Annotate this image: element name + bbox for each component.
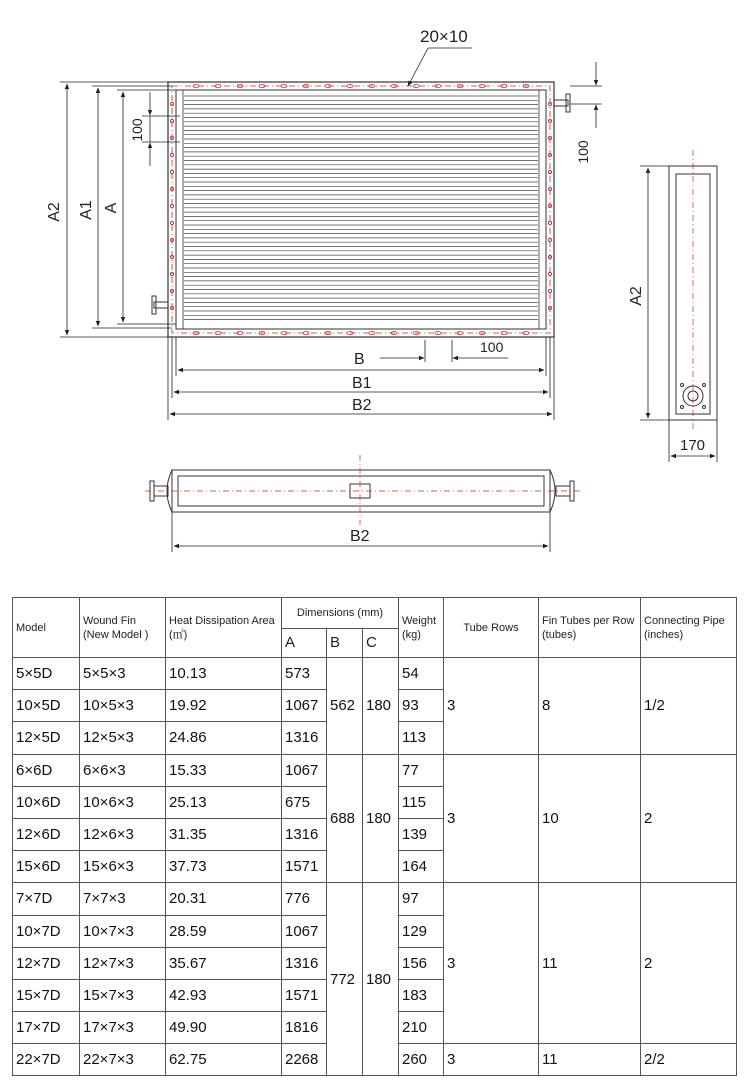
cell-model: 15×6D [13,851,80,883]
cell-heat-area: 25.13 [166,786,282,818]
cell-wound-fin: 10×7×3 [80,915,166,947]
mounting-hole [548,289,551,292]
header-dim-c: C [363,629,399,658]
cell-heat-area: 37.73 [166,851,282,883]
cell-heat-area: 35.67 [166,947,282,979]
cell-model: 12×5D [13,722,80,754]
cell-heat-area: 31.35 [166,818,282,850]
header-heat-area: Heat Dissipation Area (㎡) [166,598,282,658]
cell-wound-fin: 6×6×3 [80,754,166,786]
cell-model: 12×6D [13,818,80,850]
mounting-hole [170,170,173,173]
cell-dim-a: 1067 [282,690,327,722]
mounting-hole [548,272,551,275]
mounting-hole [548,221,551,224]
cell-fin-tubes: 10 [539,754,641,883]
cell-weight: 260 [399,1044,444,1076]
side-a2-label: A2 [628,286,645,306]
cell-dim-b: 772 [327,883,363,1076]
cell-dim-b: 688 [327,754,363,883]
dim-b1-label: B1 [352,375,372,392]
cell-weight: 210 [399,1012,444,1044]
header-dimensions: Dimensions (mm) [282,598,399,629]
cell-wound-fin: 7×7×3 [80,883,166,915]
side-view [640,150,717,462]
cell-wound-fin: 10×5×3 [80,690,166,722]
table-row [13,658,737,690]
mounting-hole [548,238,551,241]
cell-model: 10×7D [13,915,80,947]
cell-wound-fin: 12×5×3 [80,722,166,754]
cell-heat-area: 49.90 [166,1012,282,1044]
cell-dim-a: 1316 [282,818,327,850]
header-wound-fin: Wound Fin (New Model ) [80,598,166,658]
cell-wound-fin: 10×6×3 [80,786,166,818]
cell-dim-a: 573 [282,658,327,690]
table-row [13,754,737,786]
fin-tube-lines [184,96,538,320]
cell-dim-b: 562 [327,658,363,755]
cell-tube-rows: 3 [444,658,539,755]
cell-weight: 183 [399,979,444,1011]
cell-heat-area: 62.75 [166,1044,282,1076]
mounting-hole [170,204,173,207]
left-spacing-label: 100 [129,118,145,142]
cell-dim-a: 1571 [282,851,327,883]
cell-fin-tubes: 11 [539,883,641,1044]
cell-tube-rows: 3 [444,754,539,883]
mounting-hole [170,221,173,224]
cell-weight: 115 [399,786,444,818]
cell-weight: 129 [399,915,444,947]
dim-a-label: A [103,202,120,214]
cell-heat-area: 42.93 [166,979,282,1011]
cell-heat-area: 28.59 [166,915,282,947]
table-row [13,883,737,915]
cell-wound-fin: 12×7×3 [80,947,166,979]
cell-weight: 77 [399,754,444,786]
cell-model: 7×7D [13,883,80,915]
mounting-hole [170,153,173,156]
cell-tube-rows: 3 [444,1044,539,1076]
cell-connecting-pipe: 2/2 [641,1044,737,1076]
cell-dim-a: 1067 [282,754,327,786]
cell-heat-area: 24.86 [166,722,282,754]
header-tube-rows: Tube Rows [444,598,539,658]
cell-wound-fin: 15×6×3 [80,851,166,883]
spec-table [12,597,737,1076]
cell-weight: 164 [399,851,444,883]
cell-dim-a: 1316 [282,722,327,754]
cell-heat-area: 10.13 [166,658,282,690]
cell-heat-area: 15.33 [166,754,282,786]
fin-spec-callout [408,27,472,86]
side-depth-label: 170 [680,437,706,454]
cell-weight: 139 [399,818,444,850]
header-model: Model [13,598,80,658]
dim-a1-label: A1 [78,200,95,220]
right-dimensions [570,62,602,128]
cell-fin-tubes: 11 [539,1044,641,1076]
cell-dim-c: 180 [363,658,399,755]
cell-dim-a: 776 [282,883,327,915]
cell-weight: 54 [399,658,444,690]
cell-wound-fin: 22×7×3 [80,1044,166,1076]
header-weight: Weight (kg) [399,598,444,658]
cell-weight: 113 [399,722,444,754]
cell-wound-fin: 15×7×3 [80,979,166,1011]
cell-wound-fin: 17×7×3 [80,1012,166,1044]
bottom-spacing-label: 100 [480,339,504,355]
cell-connecting-pipe: 2 [641,754,737,883]
cell-model: 10×5D [13,690,80,722]
header-dim-b: B [327,629,363,658]
front-view [152,82,570,337]
cell-dim-c: 180 [363,883,399,1076]
bottom-b2-label: B2 [350,528,370,545]
cell-connecting-pipe: 2 [641,883,737,1044]
cell-dim-a: 1816 [282,1012,327,1044]
cell-weight: 156 [399,947,444,979]
cell-weight: 93 [399,690,444,722]
header-connecting-pipe: Connecting Pipe (inches) [641,598,737,658]
cell-dim-c: 180 [363,754,399,883]
cell-heat-area: 19.92 [166,690,282,722]
cell-heat-area: 20.31 [166,883,282,915]
cell-wound-fin: 5×5×3 [80,658,166,690]
cell-fin-tubes: 8 [539,658,641,755]
dim-b-label: B [354,351,365,368]
dim-b2-label: B2 [352,397,372,414]
cell-model: 5×5D [13,658,80,690]
cell-model: 10×6D [13,786,80,818]
cell-dim-a: 1316 [282,947,327,979]
fin-spec-label: 20×10 [420,27,468,46]
header-dim-a: A [282,629,327,658]
right-spacing-label: 100 [575,140,591,164]
cell-tube-rows: 3 [444,883,539,1044]
cell-dim-a: 1571 [282,979,327,1011]
cell-model: 15×7D [13,979,80,1011]
cell-dim-a: 1067 [282,915,327,947]
cell-dim-a: 2268 [282,1044,327,1076]
header-fin-tubes: Fin Tubes per Row (tubes) [539,598,641,658]
dim-a2-label: A2 [46,202,63,222]
cell-model: 17×7D [13,1012,80,1044]
cell-model: 12×7D [13,947,80,979]
cell-weight: 97 [399,883,444,915]
cell-dim-a: 675 [282,786,327,818]
cell-model: 6×6D [13,754,80,786]
cell-model: 22×7D [13,1044,80,1076]
cell-wound-fin: 12×6×3 [80,818,166,850]
cell-connecting-pipe: 1/2 [641,658,737,755]
